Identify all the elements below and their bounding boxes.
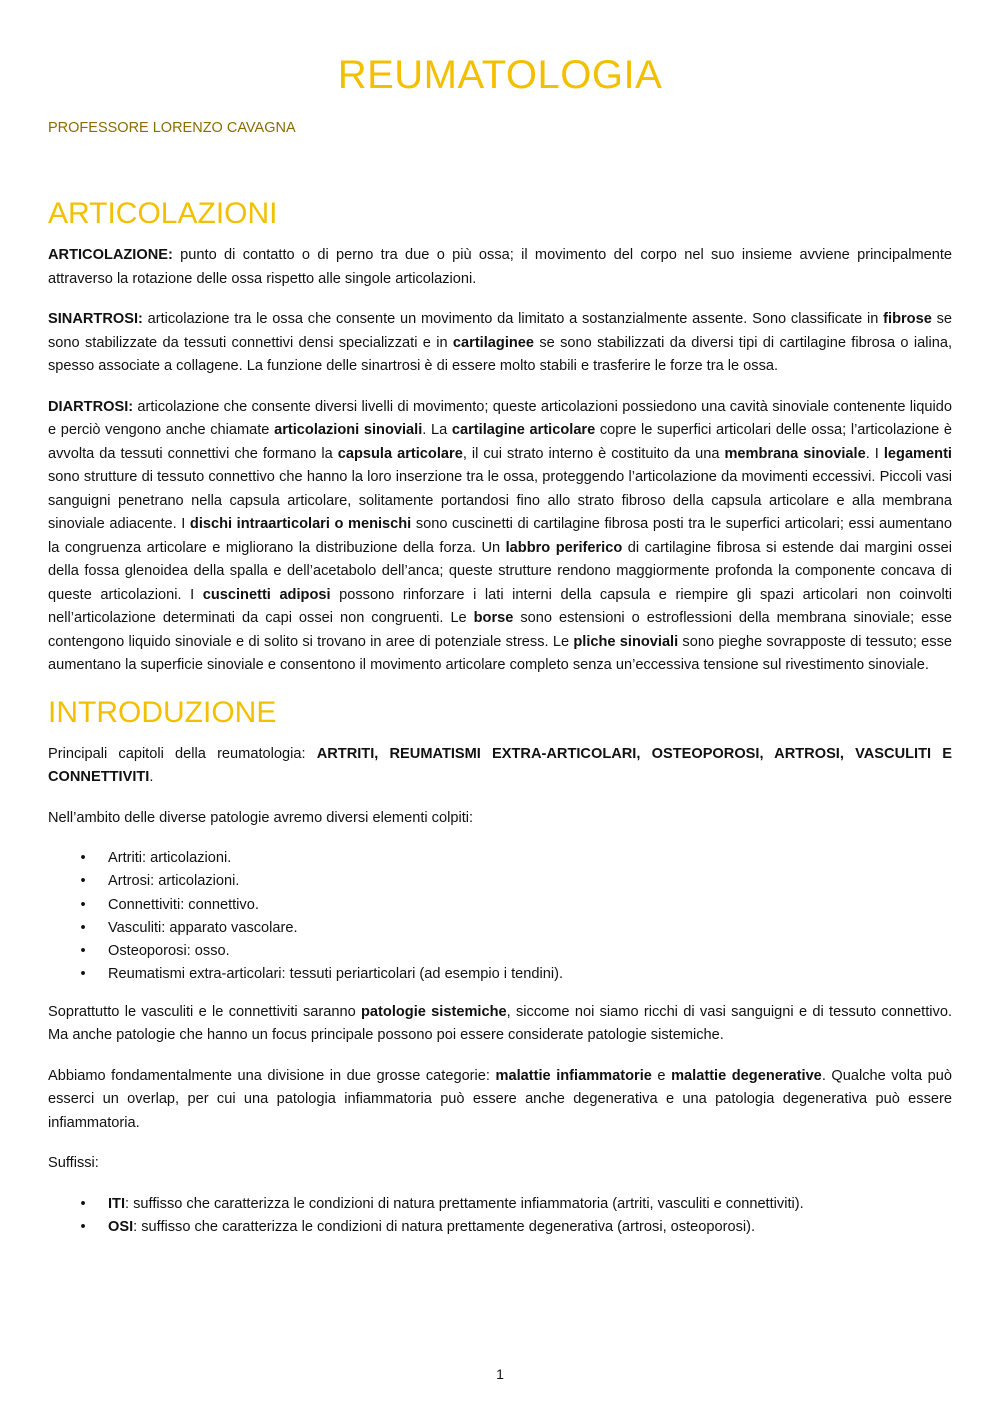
- bold-term: patologie sistemiche: [361, 1003, 507, 1020]
- bullet-icon: •: [80, 873, 86, 890]
- bold-term: articolazioni sinoviali: [274, 422, 423, 438]
- page-number: 1: [496, 1366, 504, 1382]
- bullet-icon: •: [80, 1195, 86, 1212]
- bold-term: ARTRITI, REUMATISMI EXTRA-ARTICOLARI, OSTEOPOROSI, ARTROSI, VASCULITI E CONNETTIVITI: [48, 745, 952, 785]
- list-patologie: [48, 847, 952, 987]
- text-run: .: [149, 769, 154, 785]
- text-run: se sono stabilizzati da diversi tipi di cartilagine fibrosa o ialina, spesso associate a collagene. La funzione delle sinartrosi è di essere molto stabili e trasferire le forze tra le ossa.: [48, 334, 953, 374]
- bold-term: labbro periferico: [505, 539, 623, 556]
- bold-term: fibrose: [883, 311, 932, 327]
- text-run: . La: [422, 422, 452, 438]
- text-run: sono cuscinetti di cartilagine fibrosa posti tra le superfici articolari; essi aumentano la congruenza articolare e migliorano la distribuzione della forza. Un: [48, 516, 952, 556]
- bold-term: legamenti: [883, 445, 952, 462]
- paragraph-sinartrosi: [48, 308, 952, 379]
- bold-term: membrana sinoviale: [724, 445, 866, 462]
- text-run: : suffisso che caratterizza le condizioni di natura prettamente infiammatoria (artriti, vasculiti e connettiviti).: [125, 1195, 804, 1212]
- text-run: Principali capitoli della reumatologia:: [48, 745, 317, 762]
- bold-term: dischi intraarticolari o menischi: [189, 516, 412, 532]
- bold-term: ITI: [108, 1195, 126, 1212]
- bold-term: cuscinetti adiposi: [202, 586, 331, 603]
- bullet-icon: •: [80, 1219, 86, 1236]
- section-heading-introduzione: INTRODUZIONE: [48, 695, 277, 729]
- text-run: possono rinforzare i lati interni della capsula e riempire gli spazi articolari non coinvolti nell’articolazione determinati da capi ossei non congruenti. Le: [48, 586, 952, 626]
- text-run: di cartilagine fibrosa si estende dai margini ossei della fossa glenoidea della spalla e dell’acetabolo dell’anca; queste strutture rendono maggiormente profonda la componente concava di queste articolazioni. I: [48, 539, 952, 603]
- paragraph-patologie-sistemiche: [48, 1001, 952, 1048]
- bold-term: malattie infiammatorie: [495, 1067, 652, 1084]
- bold-term: SINARTROSI:: [48, 311, 143, 327]
- list-item: [80, 847, 952, 870]
- list-item-text: Osteoporosi: osso.: [108, 943, 230, 960]
- text-run: articolazione tra le ossa che consente un movimento da limitato a sostanzialmente assente. Sono classificate in: [142, 311, 884, 327]
- list-item-text: Artrosi: articolazioni.: [108, 873, 240, 890]
- text-run: articolazione che consente diversi livelli di movimento; queste articolazioni possiedono una cavità sinoviale contenente liquido e perciò vengono anche chiamate: [48, 398, 952, 438]
- text-run: , il cui strato interno è costituito da una: [462, 445, 725, 462]
- list-item-text: Artriti: articolazioni.: [108, 850, 232, 866]
- list-item-text: Connettiviti: connettivo.: [108, 896, 259, 913]
- paragraph-categorie: [48, 1065, 952, 1136]
- list-item: [80, 870, 952, 893]
- text-run: e: [651, 1067, 672, 1084]
- bullet-icon: •: [80, 919, 86, 936]
- bold-term: malattie degenerative: [671, 1067, 822, 1084]
- list-item: [80, 963, 952, 986]
- bullet-icon: •: [80, 966, 86, 983]
- text-run: copre le superfici articolari delle ossa; l’articolazione è avvolta da tessuti connettivi che formano la: [48, 422, 953, 462]
- list-item: [80, 1193, 952, 1216]
- list-suffissi: [48, 1193, 952, 1240]
- paragraph-capitoli: [48, 743, 952, 790]
- list-item: [80, 1216, 952, 1239]
- text-run: , siccome noi siamo ricchi di vasi sanguigni e di tessuto connettivo. Ma anche patologie che hanno un focus principale possono poi essere considerate patologie sistemiche.: [48, 1003, 953, 1044]
- bold-term: ARTICOLAZIONE:: [48, 247, 173, 263]
- bold-term: cartilaginee: [452, 334, 535, 351]
- list-item-text: Reumatismi extra-articolari: tessuti periarticolari (ad esempio i tendini).: [108, 966, 564, 983]
- document-title: REUMATOLOGIA: [337, 53, 663, 97]
- text-run: sono pieghe sovrapposte di tessuto; esse aumentano la superficie sinoviale e consentono il movimento articolare completo senza un’eccessiva tensione sul rivestimento sinoviale.: [48, 633, 952, 673]
- bold-term: OSI: [108, 1219, 134, 1236]
- bold-term: DIARTROSI:: [48, 398, 134, 415]
- paragraph-articolazione: [48, 244, 952, 291]
- bold-term: capsula articolare: [337, 445, 463, 462]
- text-run: sono estensioni o estroflessioni della membrana sinoviale; esse contengono liquido sinoviale e di solito si trovano in aree di potenziale stress. Le: [48, 610, 952, 650]
- paragraph-elementi-colpiti: Nell’ambito delle diverse patologie avremo diversi elementi colpiti:: [48, 809, 474, 826]
- list-item: [80, 940, 952, 963]
- list-item: [80, 917, 952, 940]
- list-item-text: Vasculiti: apparato vascolare.: [108, 919, 298, 936]
- bold-term: borse: [473, 610, 514, 626]
- text-run: punto di contatto o di perno tra due o più ossa; il movimento del corpo nel suo insieme avviene principalmente attraverso la rotazione delle ossa rispetto alle singole articolazioni.: [48, 247, 952, 287]
- bullet-icon: •: [80, 850, 86, 866]
- text-run: Soprattutto le vasculiti e le connettiviti saranno: [48, 1003, 362, 1020]
- paragraph-diartrosi: [48, 396, 952, 678]
- section-heading-articolazioni: ARTICOLAZIONI: [48, 197, 278, 230]
- text-run: sono strutture di tessuto connettivo che hanno la loro inserzione tra le ossa, proteggendo l’articolazione da movimenti eccessivi. Piccoli vasi sanguigni penetrano nella capsula articolare, solitamente portandosi fino allo strato fibroso della capsula articolare e alla membrana sinoviale adiacente. I: [48, 469, 952, 532]
- bullet-icon: •: [80, 943, 86, 960]
- text-run: . I: [865, 445, 884, 462]
- text-run: : suffisso che caratterizza le condizioni di natura prettamente degenerativa (artrosi, osteoporosi).: [133, 1219, 756, 1236]
- bold-term: cartilagine articolare: [451, 422, 596, 438]
- text-run: Abbiamo fondamentalmente una divisione in due grosse categorie:: [48, 1067, 496, 1084]
- professor-name: PROFESSORE LORENZO CAVAGNA: [48, 120, 296, 136]
- bullet-icon: •: [80, 896, 86, 913]
- list-item: [80, 894, 952, 917]
- text-run: . Qualche volta può esserci un overlap, per cui una patologia infiammatoria può essere anche degenerativa e una patologia degenerativa può essere infiammatoria.: [48, 1067, 953, 1131]
- paragraph-suffissi-label: Suffissi:: [48, 1155, 99, 1172]
- text-run: se sono stabilizzate da tessuti connettivi densi specializzati e in: [48, 311, 952, 351]
- bold-term: pliche sinoviali: [573, 633, 679, 650]
